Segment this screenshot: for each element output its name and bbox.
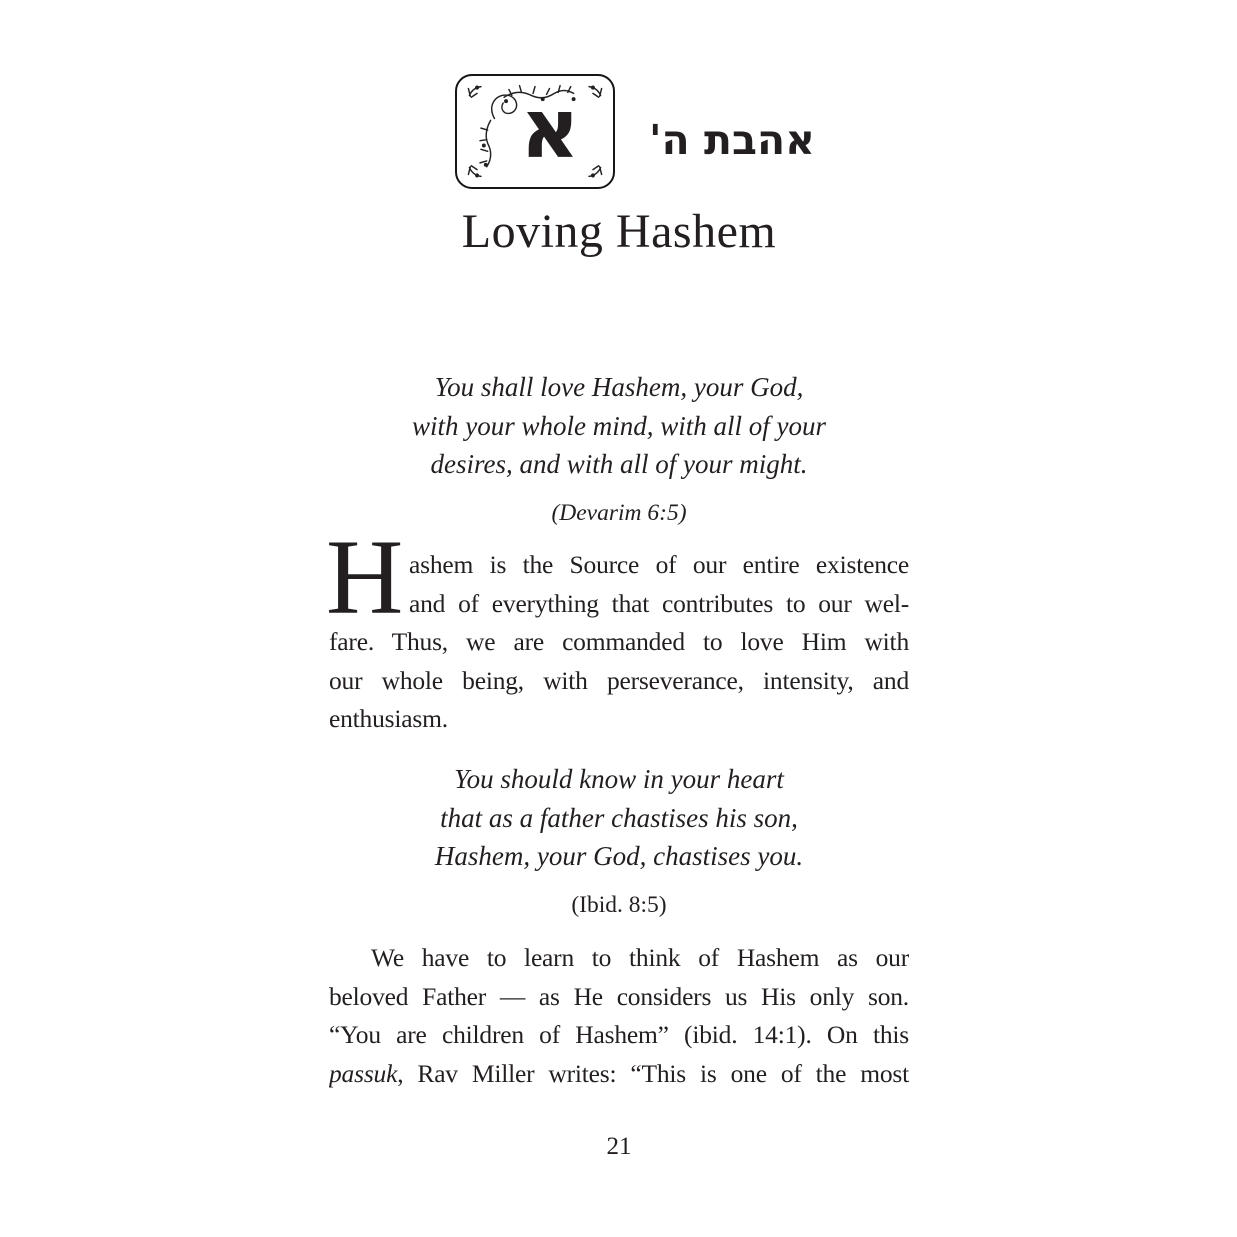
paragraph-1 xyxy=(326,519,909,739)
text-line: fare. Thus, we are commanded to love Him with xyxy=(329,627,909,656)
verse-line: You shall love Hashem, your God, xyxy=(434,372,804,402)
text-line: “You are children of Hashem” (ibid. 14:1). On this xyxy=(329,1020,909,1049)
text-line-rest: , Rav Miller writes: “This is one of the most xyxy=(397,1058,909,1088)
text-line: our whole being, with perseverance, intensity, and xyxy=(329,665,909,695)
chapter-ornament-box xyxy=(455,74,615,189)
text-line: ashem is the Source of our entire existence xyxy=(409,550,909,579)
paragraph-2 xyxy=(329,939,909,1093)
verse-source-1: (Devarim 6:5) xyxy=(551,499,687,526)
verse-line: with your whole mind, with all of your xyxy=(411,410,826,441)
drop-cap: H xyxy=(326,519,404,637)
verse-quote-2 xyxy=(329,760,909,924)
hebrew-chapter-title: אהבת ה' xyxy=(648,116,815,164)
verse-line: Hashem, your God, chastises you. xyxy=(434,841,804,871)
text-line: enthusiasm. xyxy=(329,704,448,733)
verse-quote-1 xyxy=(329,368,909,532)
aleph-initial: א xyxy=(520,81,580,177)
verse-line: desires, and with all of your might. xyxy=(430,449,808,479)
text-line xyxy=(329,1055,909,1094)
page-number: 21 xyxy=(606,1133,632,1160)
verse-source-2: (Ibid. 8:5) xyxy=(571,891,667,918)
text-line: beloved Father — as He considers us His only son. xyxy=(329,981,909,1011)
text-line: and of everything that contributes to our wel- xyxy=(409,588,909,618)
verse-line: that as a father chastises his son, xyxy=(440,802,798,833)
text-line: We have to learn to think of Hashem as our xyxy=(371,943,909,972)
chapter-title: Loving Hashem xyxy=(461,205,777,258)
italic-term: passuk xyxy=(329,1058,398,1088)
verse-line: You should know in your heart xyxy=(454,764,784,794)
